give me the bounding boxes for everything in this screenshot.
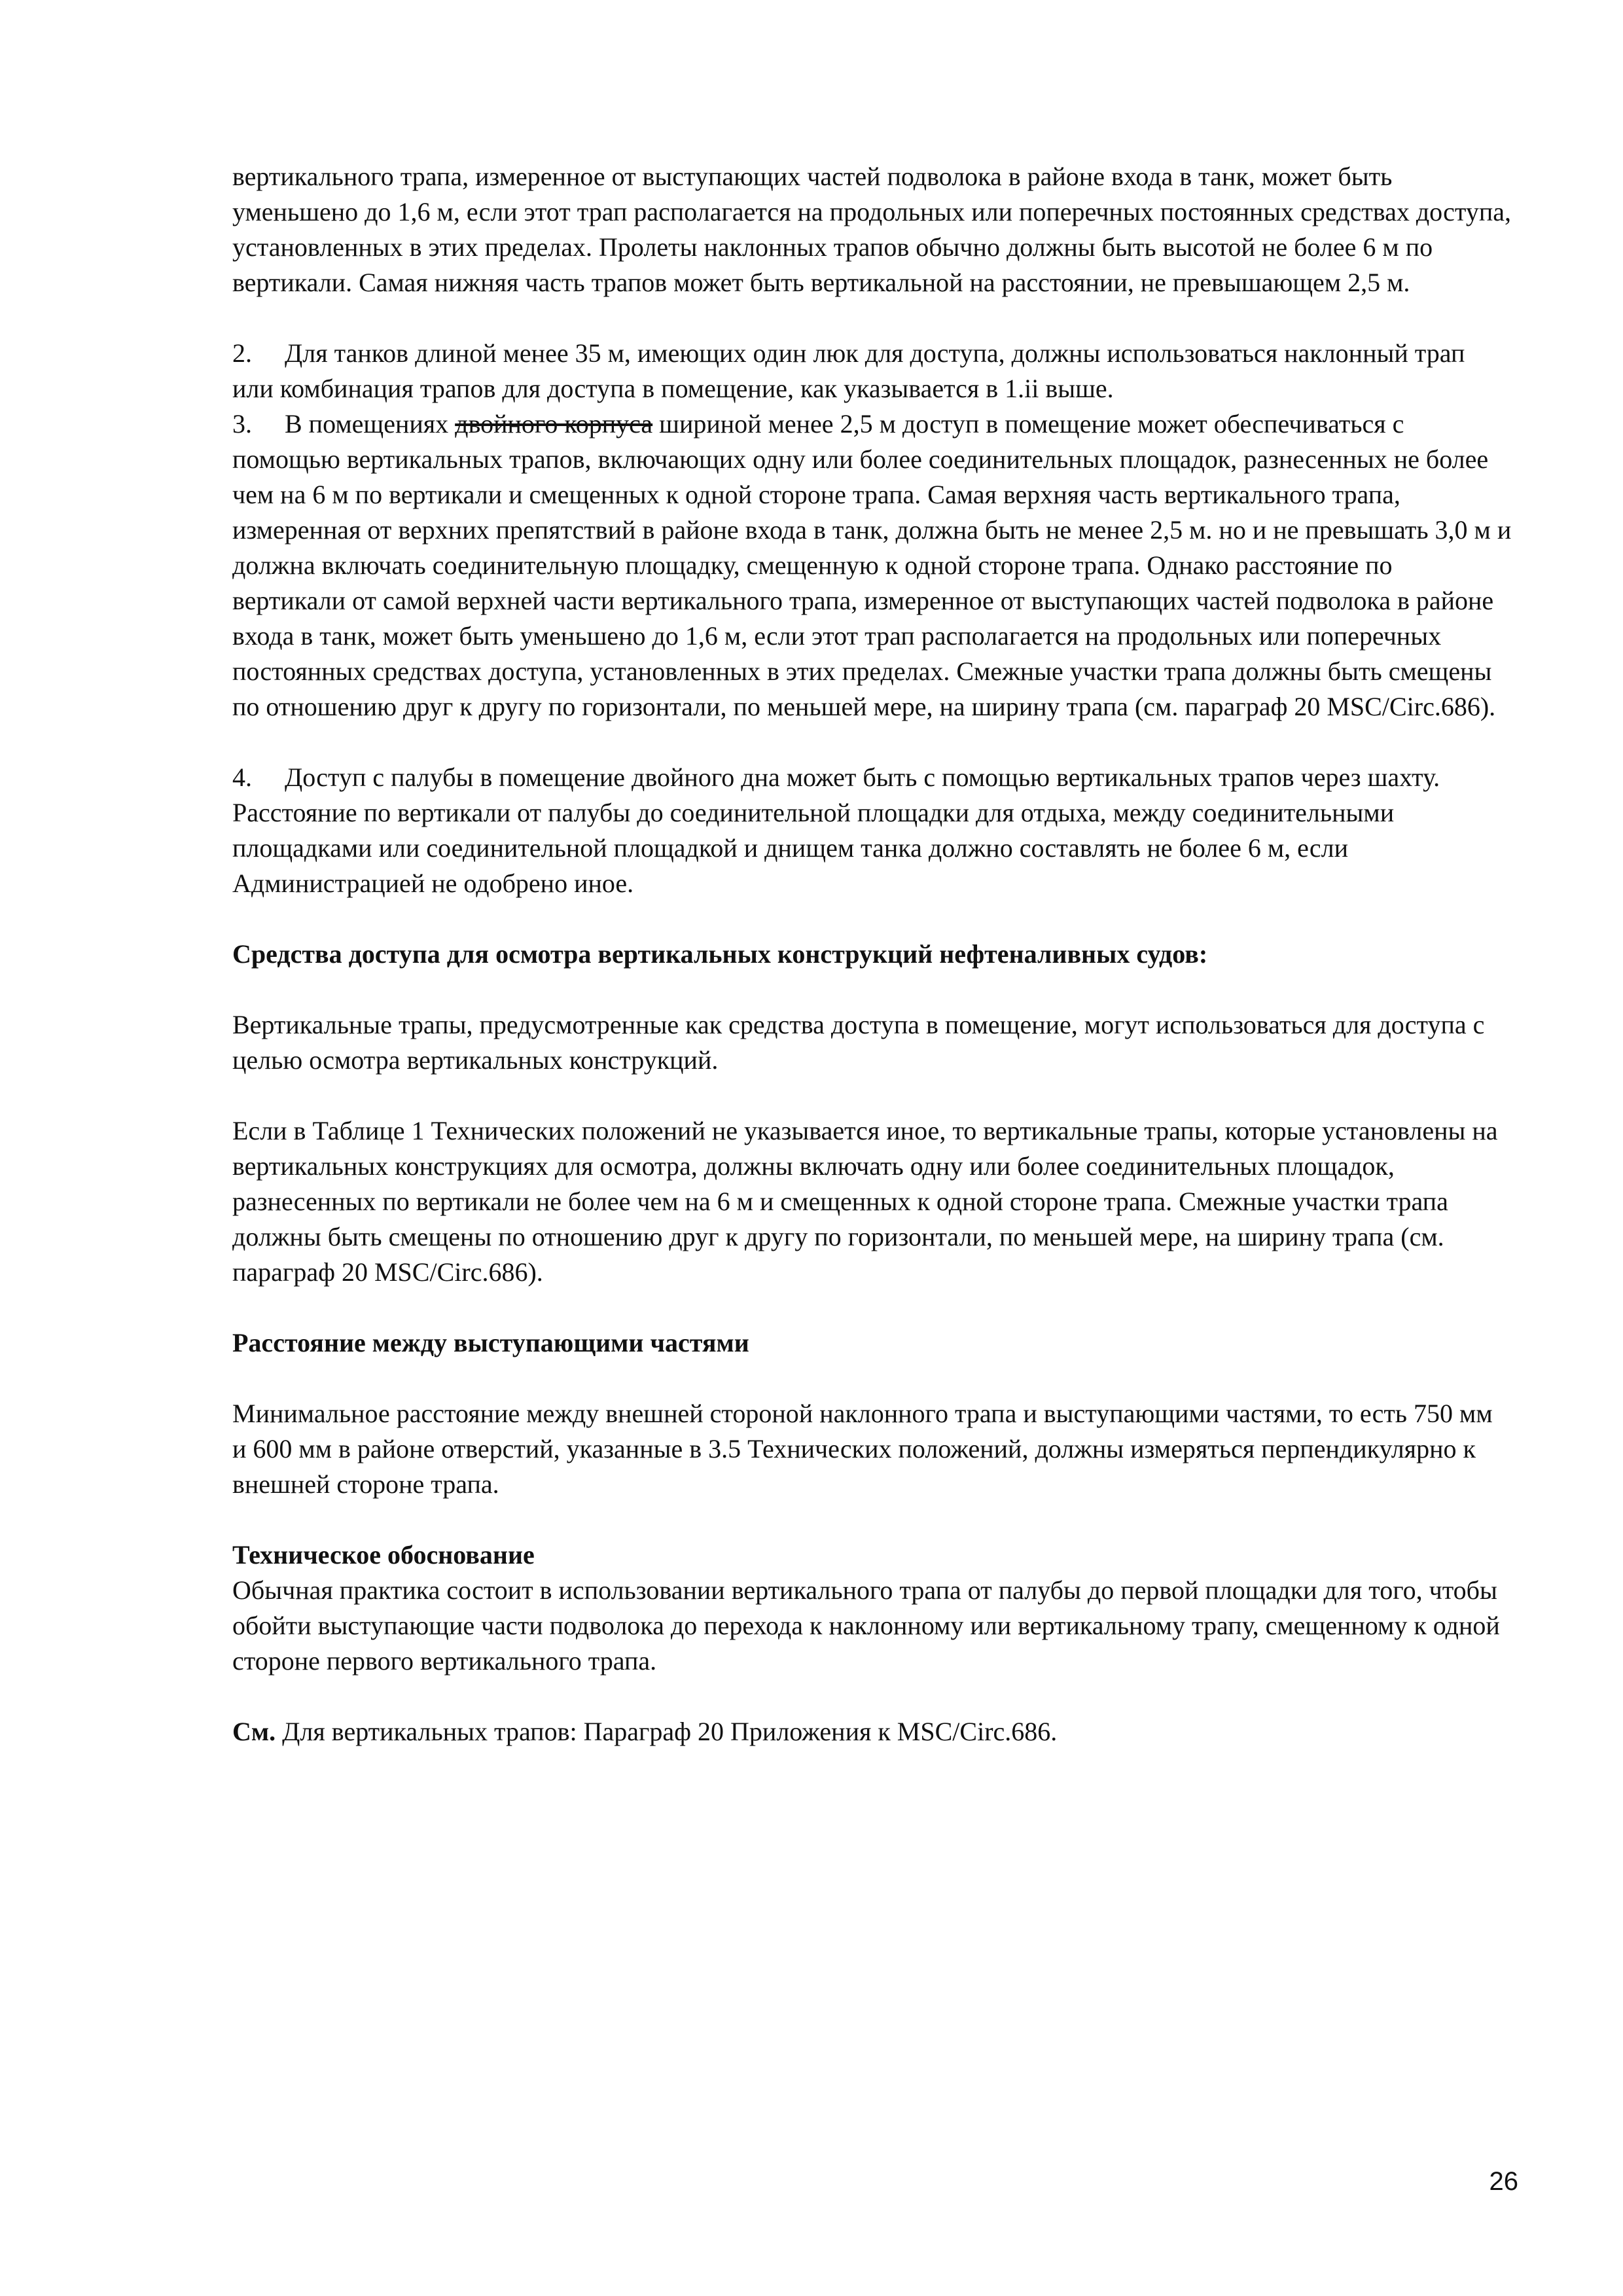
section-heading-rationale: Техническое обоснование	[232, 1540, 535, 1570]
section-heading-vertical-access: Средства доступа для осмотра вертикальных конструкций нефтеналивных судов:	[232, 939, 1208, 969]
paragraph-see-reference	[232, 1714, 1512, 1749]
paragraph-continuation: вертикального трапа, измеренное от выступающих частей подволока в районе входа в танк, может быть уменьшено до 1,6 м, если этот трап располагается на продольных или поперечных постоянных средствах доступа, установленных в этих пределах. Пролеты наклонных трапов обычно должны быть высотой не более 6 м по вертикали. Самая нижняя часть трапов может быть вертикальной на расстоянии, не превышающем 2,5 м.	[232, 162, 1512, 297]
page-number: 26	[1489, 2167, 1518, 2196]
list-item-4	[232, 760, 1512, 901]
section-heading-distance: Расстояние между выступающими частями	[232, 1328, 749, 1357]
list-item-text: Доступ с палубы в помещение двойного дна может быть с помощью вертикальных трапов через шахту. Расстояние по вертикали от палубы до соединительной площадки для отдыха, между соединительными площадками или соединительной площадкой и днищем танка должно составлять не более 6 м, если Администрацией не одобрено иное.	[232, 762, 1440, 898]
see-text: Для вертикальных трапов: Параграф 20 Приложения к MSC/Circ.686.	[276, 1717, 1058, 1746]
list-item-2	[232, 336, 1512, 406]
list-item-3	[232, 406, 1512, 725]
paragraph-vertical-ladders: Вертикальные трапы, предусмотренные как средства доступа в помещение, могут использоваться для доступа с целью осмотра вертикальных конструкций.	[232, 1010, 1485, 1075]
list-number: 3.	[232, 409, 252, 439]
list-number: 2.	[232, 338, 252, 368]
struck-out-text: двойного корпуса	[455, 409, 653, 439]
paragraph-distance: Минимальное расстояние между внешней стороной наклонного трапа и выступающими частями, то есть 750 мм и 600 мм в районе отверстий, указанные в 3.5 Технических положений, должны измеряться перпендикулярно к внешней стороне трапа.	[232, 1399, 1493, 1499]
paragraph-vertical-ladders-table: Если в Таблице 1 Технических положений не указывается иное, то вертикальные трапы, которые установлены на вертикальных конструкциях для осмотра, должны включать одну или более соединительных площадок, разнесенных по вертикали не более чем на 6 м и смещенных к одной стороне трапа. Смежные участки трапа должны быть смещены по отношению друг к другу по горизонтали, по меньшей мере, на ширину трапа (см. параграф 20 MSC/Circ.686).	[232, 1116, 1498, 1287]
paragraph-rationale: Обычная практика состоит в использовании вертикального трапа от палубы до первой площадки для того, чтобы обойти выступающие части подволока до перехода к наклонному или вертикальному трапу, смещенному к одной стороне первого вертикального трапа.	[232, 1575, 1500, 1676]
see-label: См.	[232, 1717, 276, 1746]
list-item-text: Для танков длиной менее 35 м, имеющих один люк для доступа, должны использоваться наклонный трап или комбинация трапов для доступа в помещение, как указывается в 1.ii выше.	[232, 338, 1465, 403]
list-item-text-start: В помещениях	[285, 409, 455, 439]
list-number: 4.	[232, 762, 252, 792]
page-body	[232, 159, 1512, 1749]
list-item-text-rest: шириной менее 2,5 м доступ в помещение может обеспечиваться с помощью вертикальных трапов, включающих одну или более соединительных площадок, разнесенных не более чем на 6 м по вертикали и смещенных к одной стороне трапа. Самая верхняя часть вертикального трапа, измеренная от верхних препятствий в районе входа в танк, должна быть не менее 2,5 м. но и не превышать 3,0 м и должна включать соединительную площадку, смещенную к одной стороне трапа. Однако расстояние по вертикали от самой верхней части вертикального трапа, измеренное от выступающих частей подволока в районе входа в танк, может быть уменьшено до 1,6 м, если этот трап располагается на продольных или поперечных постоянных средствах доступа, установленных в этих пределах. Смежные участки трапа должны быть смещены по отношению друг к другу по горизонтали, по меньшей мере, на ширину трапа (см. параграф 20 MSC/Circ.686).	[232, 409, 1512, 721]
